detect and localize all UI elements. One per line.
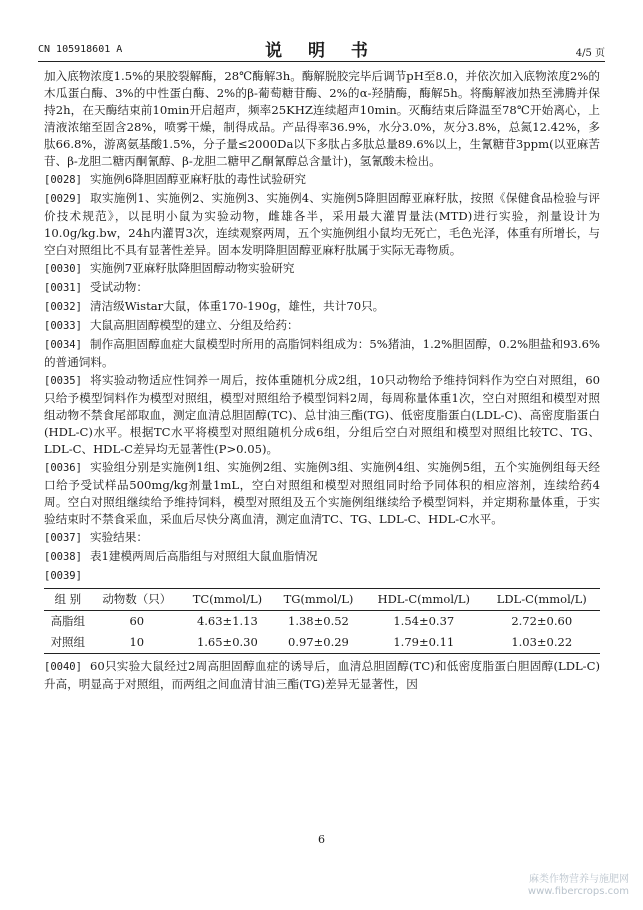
table-cell: 0.97±0.29 [273, 632, 364, 654]
paragraph-text: 制作高胆固醇血症大鼠模型时所用的高脂饲料组成为：5%猪油，1.2%胆固醇，0.2%胆盐和93.6%的普通饲料。 [44, 337, 600, 369]
paragraph-number: [0030] [44, 263, 82, 275]
paragraph-text: 加入底物浓度1.5%的果胶裂解酶，28℃酶解3h。酶解脱胶完毕后调节pH至8.0，并依次加入底物浓度2%的木瓜蛋白酶、3%的中性蛋白酶、2%的β-葡萄糖苷酶、2%的α-羟腈酶，酶解5h。将酶解液加热至沸腾并保持2h，在天酶结束前10min开启超声，频率25KHZ连续超声10min。灭酶结束后降温至78℃开始离心，上清液浓缩至固含28%，喷雾干燥，制得成品。产品得率36.9%，水分3.0%，灰分3.8%，总氮12.42%，多肽66.8%，游离氨基酸1.5%，分子量≤2000Da以下多肽占多肽总量89.6%以上，生氰糖苷3ppm(以亚麻苦苷、β-龙胆二糖丙酮氰醇、β-龙胆二糖甲乙酮氰醇总含量计)，氢氰酸未检出。 [44, 69, 600, 168]
paragraph-text: 60只实验大鼠经过2周高胆固醇血症的诱导后，血清总胆固醇(TC)和低密度脂蛋白胆固醇(LDL-C)升高，明显高于对照组，而两组之间血清甘油三酯(TG)差异无显著性，因 [44, 659, 600, 691]
document-body [44, 68, 600, 694]
paragraph-number: [0035] [44, 375, 82, 387]
watermark [528, 874, 629, 898]
table-row [44, 632, 600, 654]
publication-number: CN 105918601 A [38, 44, 123, 55]
table-cell: 对照组 [44, 632, 92, 654]
paragraph-text: 清洁级Wistar大鼠，体重170-190g，雄性，共计70只。 [89, 299, 385, 313]
table-header-cell: LDL-C(mmol/L) [484, 589, 601, 611]
paragraph-0028 [44, 171, 600, 189]
table-cell: 4.63±1.13 [196, 614, 258, 628]
paragraph-number: [0040] [44, 661, 82, 673]
paragraph-0029 [44, 190, 600, 259]
table-header-cell: 组 别 [44, 589, 92, 611]
paragraph-number: [0031] [44, 282, 82, 294]
paragraph-0033 [44, 317, 600, 335]
paragraph-text: 取实施例1、实施例2、实施例3、实施例4、实施例5降胆固醇亚麻籽肽，按照《保健食品检验与评价技术规范》，以昆明小鼠为实验动物，雌雄各半，采用最大灌胃量法(MTD)进行实验，剂量设计为10.0g/kg.bw，24h内灌胃3次，连续观察两周，五个实施例组小鼠均无死亡，毛色光泽，体重有所增长，与空白对照组比不具有显著性差异。固本发明降胆固醇亚麻籽肽属于实际无毒物质。 [44, 191, 600, 257]
paragraph-text: 受试动物： [89, 280, 148, 294]
table-cell: 2.72±0.60 [511, 614, 573, 628]
paragraph-text: 实施例7亚麻籽肽降胆固醇动物实验研究 [89, 261, 295, 275]
document-title: 说 明 书 [265, 41, 378, 61]
table-cell: 1.38±0.52 [288, 614, 349, 628]
paragraph-0035 [44, 372, 600, 458]
paragraph-continued [44, 68, 600, 170]
lipid-table [44, 588, 600, 654]
page-indicator: 4/5 页 [575, 48, 605, 59]
paragraph-text: 大鼠高胆固醇模型的建立、分组及给药： [89, 318, 299, 332]
paragraph-0037 [44, 529, 600, 547]
watermark-line: www.fibercrops.com [527, 886, 629, 897]
paragraph-number: [0028] [44, 174, 82, 186]
paragraph-text: 实施例6降胆固醇亚麻籽肽的毒性试验研究 [89, 172, 307, 186]
paragraph-0031 [44, 279, 600, 297]
table-cell: 10 [92, 632, 182, 654]
paragraph-number: [0032] [44, 301, 82, 313]
table-cell: 1.65±0.30 [182, 632, 273, 654]
paragraph-number: [0034] [44, 339, 82, 351]
paragraph-number: [0039] [44, 570, 82, 582]
watermark-line: 麻类作物营养与施肥网 [529, 874, 629, 885]
paragraph-0039 [44, 567, 600, 585]
table-header-cell: TC(mmol/L) [182, 589, 273, 611]
table-cell: 1.54±0.37 [393, 614, 455, 628]
paragraph-number: [0037] [44, 532, 82, 544]
paragraph-text: 实验结果： [89, 530, 148, 544]
paragraph-text: 实验组分别是实施例1组、实施例2组、实施例3组、实施例4组、实施例5组，五个实施例组每天经口给予受试样品500mg/kg剂量1mL，空白对照组和模型对照组同时给予同体积的相应溶剂，连续给药4周。空白对照组继续给予维持饲料，模型对照组及五个实施例组继续给予模型饲料，并定期称量体重，于实验结束时不禁食采血，采血后尽快分离血清，测定血清TC、TG、LDL-C、HDL-C水平。 [44, 460, 600, 526]
paragraph-0032 [44, 298, 600, 316]
table-row [44, 611, 600, 633]
paragraph-0034 [44, 336, 600, 371]
table-cell: 1.03±0.22 [484, 632, 601, 654]
page-header [38, 36, 605, 62]
lipid-table-wrapper [44, 588, 600, 654]
paragraph-0036 [44, 459, 600, 528]
paragraph-0038 [44, 548, 600, 566]
paragraph-text: 将实验动物适应性饲养一周后，按体重随机分成2组，10只动物给予维持饲料作为空白对照组，60只给予模型饲料作为模型对照组，模型对照组给予模型饲料2周，每周称量体重1次，空白对照组和模型对照组动物不禁食尾部取血，测定血清总胆固醇(TC)、总甘油三酯(TG)、低密度脂蛋白(LDL-C)、高密度脂蛋白(HDL-C)水平。根据TC水平将模型对照组随机分成6组，分组后空白对照组和模型对照组比较TC、TG、LDL-C、HDL-C差异均无显著性(P>0.05)。 [44, 373, 600, 456]
table-cell: 高脂组 [50, 614, 86, 628]
table-header-cell: 动物数（只） [92, 589, 182, 611]
table-header-cell: TG(mmol/L) [273, 589, 364, 611]
table-cell: 60 [129, 614, 145, 628]
paragraph-0030 [44, 260, 600, 278]
table-header-cell: HDL-C(mmol/L) [364, 589, 483, 611]
header-rule [38, 61, 605, 62]
paragraph-number: [0033] [44, 320, 82, 332]
paragraph-number: [0038] [44, 551, 82, 563]
paragraph-number: [0036] [44, 462, 82, 474]
paragraph-0040 [44, 658, 600, 693]
paragraph-number: [0029] [44, 193, 82, 205]
table-header-row [44, 589, 600, 611]
paragraph-text: 表1建模两周后高脂组与对照组大鼠血脂情况 [89, 549, 318, 563]
page-number: 6 [318, 833, 325, 846]
table-cell: 1.79±0.11 [364, 632, 483, 654]
